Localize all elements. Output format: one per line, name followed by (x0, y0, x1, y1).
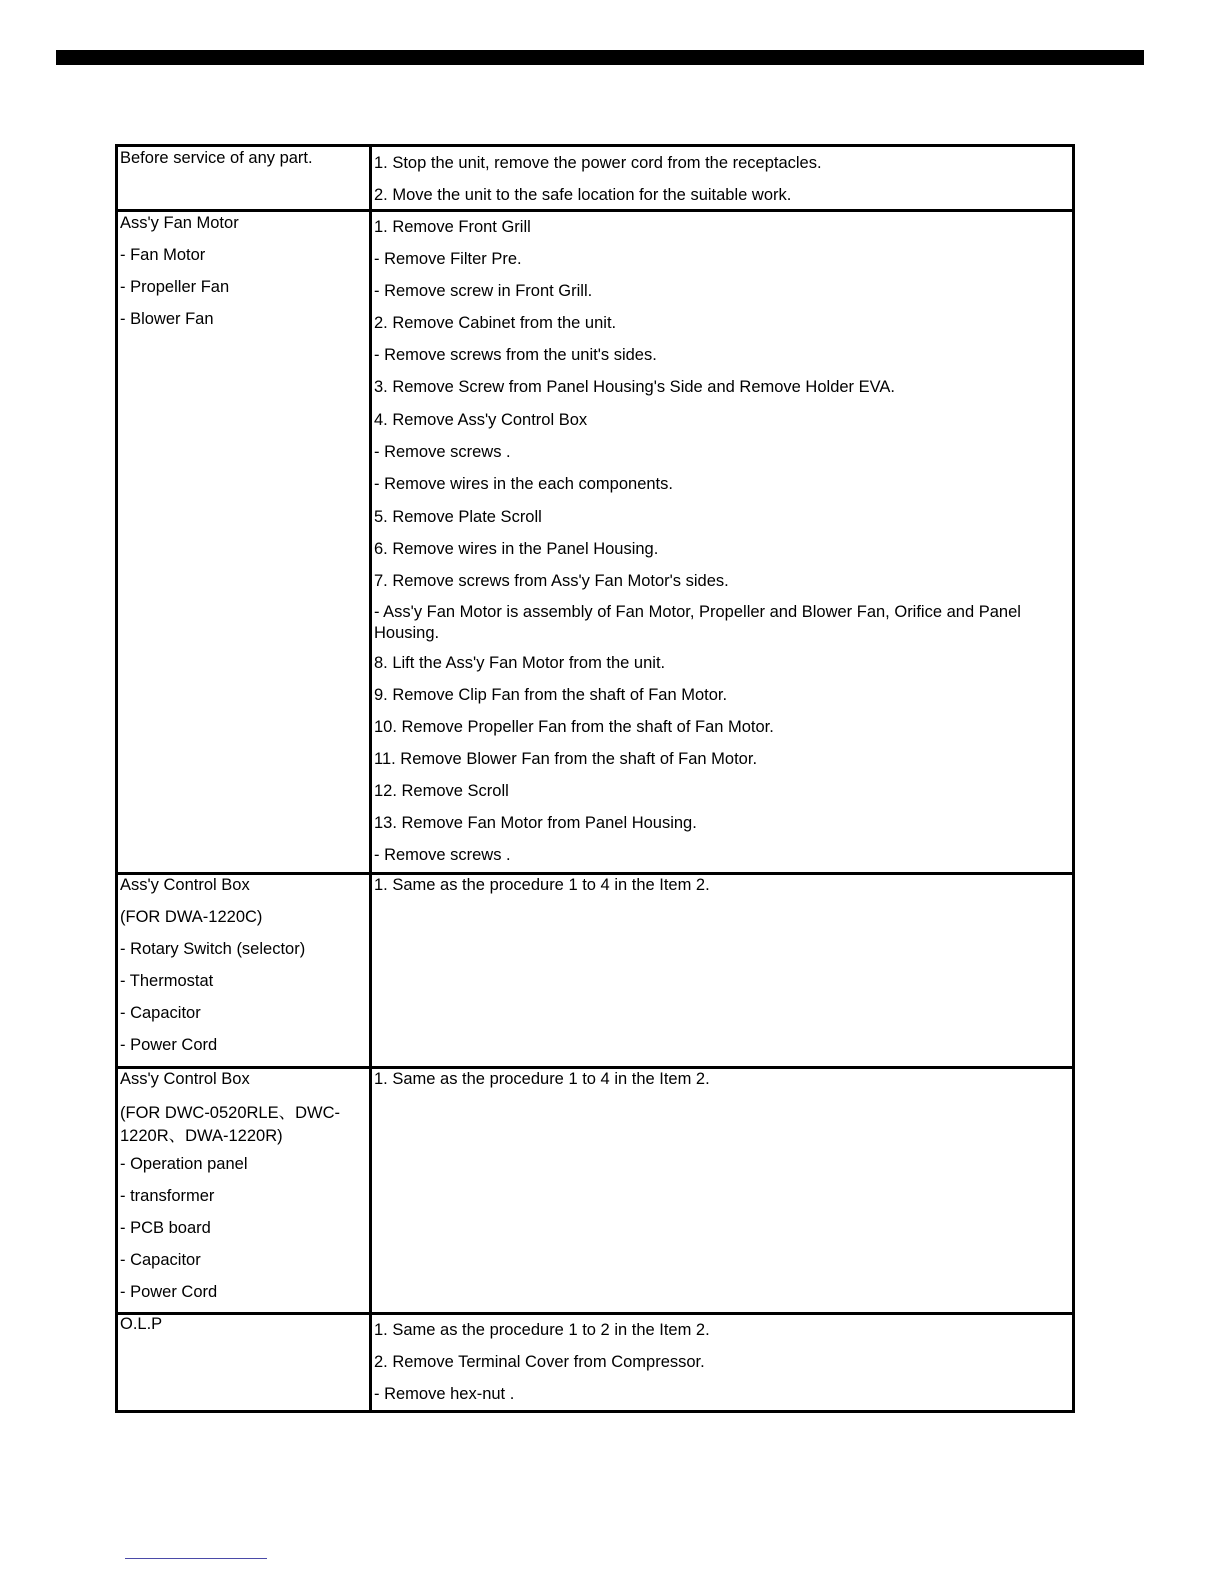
part-line: - Rotary Switch (selector) (120, 940, 306, 958)
part-line: (FOR DWC-0520RLE、DWC-1220R、DWA-1220R) (120, 1104, 341, 1145)
step-line: 1. Stop the unit, remove the power cord from the receptacles. (374, 154, 822, 172)
step-line: 6. Remove wires in the Panel Housing. (374, 540, 659, 558)
step-line: 2. Remove Cabinet from the unit. (374, 314, 617, 332)
step-line: 10. Remove Propeller Fan from the shaft of Fan Motor. (374, 718, 774, 736)
steps-cell (371, 146, 1074, 211)
disassembly-procedure-table (115, 144, 1075, 1413)
part-line: - transformer (120, 1187, 215, 1205)
step-line: 1. Same as the procedure 1 to 4 in the Item 2. (374, 876, 710, 894)
part-line: Ass'y Fan Motor (120, 214, 239, 232)
table-row (117, 146, 1074, 211)
step-line: 3. Remove Screw from Panel Housing's Side and Remove Holder EVA. (374, 378, 895, 396)
part-cell (117, 211, 371, 874)
part-line: - Capacitor (120, 1004, 201, 1022)
step-line: 13. Remove Fan Motor from Panel Housing. (374, 814, 697, 832)
part-line: - Power Cord (120, 1283, 218, 1301)
part-cell (117, 146, 371, 211)
table-row (117, 211, 1074, 874)
part-line: (FOR DWA-1220C) (120, 908, 263, 926)
table-row (117, 874, 1074, 1068)
steps-cell (371, 211, 1074, 874)
part-line: - Fan Motor (120, 246, 206, 264)
steps-cell (371, 1068, 1074, 1314)
part-line: - Capacitor (120, 1251, 201, 1269)
step-line: 5. Remove Plate Scroll (374, 508, 542, 526)
step-line: 7. Remove screws from Ass'y Fan Motor's sides. (374, 572, 729, 590)
part-line: - PCB board (120, 1219, 211, 1237)
part-line: - Blower Fan (120, 310, 214, 328)
step-line: - Remove hex-nut . (374, 1385, 515, 1403)
step-line: 11. Remove Blower Fan from the shaft of Fan Motor. (374, 750, 758, 768)
step-line: - Remove screw in Front Grill. (374, 282, 593, 300)
step-line: - Ass'y Fan Motor is assembly of Fan Motor, Propeller and Blower Fan, Orifice and Panel Housing. (374, 603, 1021, 642)
step-line: - Remove screws . (374, 443, 511, 461)
step-line: 2. Remove Terminal Cover from Compressor. (374, 1353, 705, 1371)
step-line: 12. Remove Scroll (374, 782, 509, 800)
footer-rule (125, 1558, 267, 1559)
step-line: - Remove wires in the each components. (374, 475, 673, 493)
step-line: 1. Remove Front Grill (374, 218, 531, 236)
step-line: - Remove screws from the unit's sides. (374, 346, 657, 364)
step-line: 9. Remove Clip Fan from the shaft of Fan Motor. (374, 686, 728, 704)
part-line: - Operation panel (120, 1155, 248, 1173)
step-line: 2. Move the unit to the safe location for the suitable work. (374, 186, 792, 204)
step-line: 8. Lift the Ass'y Fan Motor from the unit. (374, 654, 666, 672)
part-line: - Thermostat (120, 972, 214, 990)
part-cell (117, 1068, 371, 1314)
part-line: O.L.P (120, 1315, 163, 1333)
step-line: - Remove Filter Pre. (374, 250, 522, 268)
table-row (117, 1068, 1074, 1314)
step-line: - Remove screws . (374, 846, 511, 864)
step-line: 4. Remove Ass'y Control Box (374, 411, 588, 429)
part-line: Before service of any part. (120, 149, 313, 167)
steps-cell (371, 1314, 1074, 1412)
steps-cell (371, 874, 1074, 1068)
part-line: - Propeller Fan (120, 278, 230, 296)
part-line: Ass'y Control Box (120, 876, 250, 894)
step-line: 1. Same as the procedure 1 to 4 in the Item 2. (374, 1070, 710, 1088)
table-row (117, 1314, 1074, 1412)
part-line: Ass'y Control Box (120, 1070, 250, 1088)
step-line: 1. Same as the procedure 1 to 2 in the Item 2. (374, 1321, 710, 1339)
header-rule (56, 50, 1144, 65)
part-cell (117, 1314, 371, 1412)
part-line: - Power Cord (120, 1036, 218, 1054)
part-cell (117, 874, 371, 1068)
